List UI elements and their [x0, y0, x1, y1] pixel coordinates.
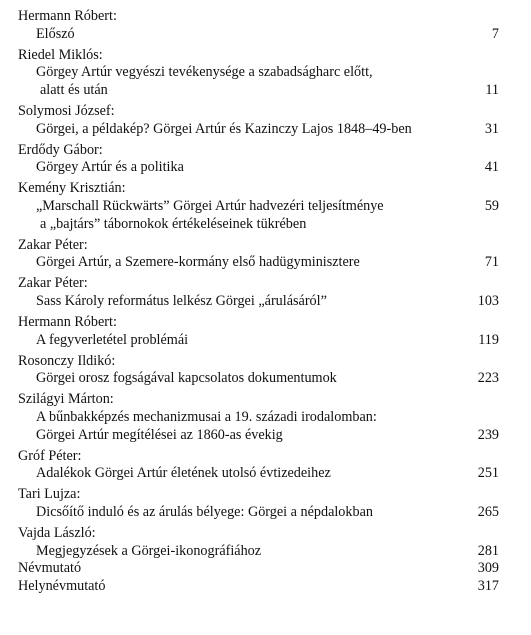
entry-title-line: [0, 82, 531, 100]
entry-title-line: [0, 293, 531, 311]
entry-author: Kemény Krisztián:: [18, 180, 126, 197]
toc-entry: [0, 180, 531, 233]
entry-title: Dicsőítő induló és az árulás bélyege: Görgei a népdalokban: [36, 503, 373, 520]
toc-entry: [0, 142, 531, 177]
entry-page-number: 41: [484, 159, 499, 176]
entry-page-number: 11: [485, 81, 499, 98]
entry-title-line: [0, 121, 531, 139]
toc-entry: [0, 448, 531, 483]
entry-page-number: 239: [477, 426, 499, 443]
toc-entry: [0, 237, 531, 272]
entry-page-number: 119: [478, 331, 499, 348]
entry-page-number: 103: [477, 292, 499, 309]
entry-title: „Marschall Rückwärts” Görgei Artúr hadvezéri teljesítménye: [36, 197, 384, 214]
index-page-number: 317: [477, 577, 499, 594]
entry-title: Megjegyzések a Görgei-ikonográfiához: [36, 542, 262, 559]
toc-entry: [0, 47, 531, 100]
entry-author: Szilágyi Márton:: [18, 391, 114, 408]
toc-entry: [0, 353, 531, 388]
entry-author: Gróf Péter:: [18, 447, 82, 464]
entry-title-line: [0, 64, 531, 82]
entry-page-number: 7: [491, 25, 499, 42]
toc-entry: [0, 391, 531, 444]
entry-title: Görgey Artúr és a politika: [36, 159, 184, 176]
entry-author: Erdődy Gábor:: [18, 141, 103, 158]
entry-author: Hermann Róbert:: [18, 314, 117, 330]
entry-title: A bűnbakképzés mechanizmusai a 19. századi irodalomban:: [36, 408, 377, 425]
entry-title: Görgey Artúr vegyészi tevékenysége a szabadságharc előtt,: [36, 64, 373, 81]
toc-entry: [0, 525, 531, 560]
entry-title-line: [0, 370, 531, 388]
entry-title-line: [0, 254, 531, 272]
toc-entry: [0, 275, 531, 310]
entry-title-continuation: a „bajtárs” tábornokok értékeléseinek tükrében: [40, 215, 307, 232]
index-label: Névmutató: [18, 560, 82, 577]
entry-author: Zakar Péter:: [18, 236, 88, 253]
entry-title-line: [0, 409, 531, 427]
toc-entry: [0, 103, 531, 138]
toc-index-entry: [0, 578, 531, 596]
entry-author: Zakar Péter:: [18, 275, 88, 292]
entry-title-line: [0, 504, 531, 522]
toc-index-entry: [0, 560, 531, 578]
entry-page-number: 31: [484, 120, 499, 137]
entry-page-number: 223: [477, 370, 499, 387]
entry-author: Tari Lujza:: [18, 486, 81, 503]
entry-page-number: 251: [477, 465, 499, 482]
toc-entry: [0, 8, 531, 43]
entry-title: Adalékok Görgei Artúr életének utolsó évtizedeihez: [36, 465, 331, 482]
entry-author: Solymosi József:: [18, 102, 115, 119]
entry-title: Görgei Artúr, a Szemere-kormány első hadügyminisztere: [36, 254, 360, 271]
index-label: Helynévmutató: [18, 577, 106, 594]
entry-title-line: [0, 198, 531, 216]
toc-entry: [0, 486, 531, 521]
index-page-number: 309: [477, 560, 499, 577]
entry-title: Görgei, a példakép? Görgei Artúr és Kazinczy Lajos 1848–49-ben: [36, 120, 412, 137]
entry-title-line: [0, 332, 531, 350]
entry-author: Riedel Miklós:: [18, 46, 103, 63]
entry-author: Rosonczy Ildikó:: [18, 352, 116, 369]
entry-title-line: [0, 26, 531, 44]
entry-title-line: [0, 543, 531, 561]
entry-title: Sass Károly református lelkész Görgei „árulásáról”: [36, 292, 327, 309]
entry-title: Görgei orosz fogságával kapcsolatos dokumentumok: [36, 370, 337, 387]
entry-page-number: 281: [477, 542, 499, 559]
entry-title-line: [0, 216, 531, 234]
entry-author: Hermann Róbert:: [18, 8, 117, 24]
entry-title: Előszó: [36, 25, 75, 42]
entry-title-continuation: alatt és után: [40, 81, 108, 98]
entry-author: Vajda László:: [18, 525, 96, 542]
toc-entry: [0, 314, 531, 349]
entry-page-number: 59: [484, 197, 499, 214]
entry-title-line: [0, 159, 531, 177]
entry-title-line: [0, 465, 531, 483]
entry-title: A fegyverletétel problémái: [36, 331, 189, 348]
entry-page-number: 265: [477, 503, 499, 520]
entry-page-number: 71: [484, 254, 499, 271]
entry-title-line: [0, 427, 531, 445]
entry-title-continuation: Görgei Artúr megítélései az 1860-as évekig: [36, 426, 283, 443]
